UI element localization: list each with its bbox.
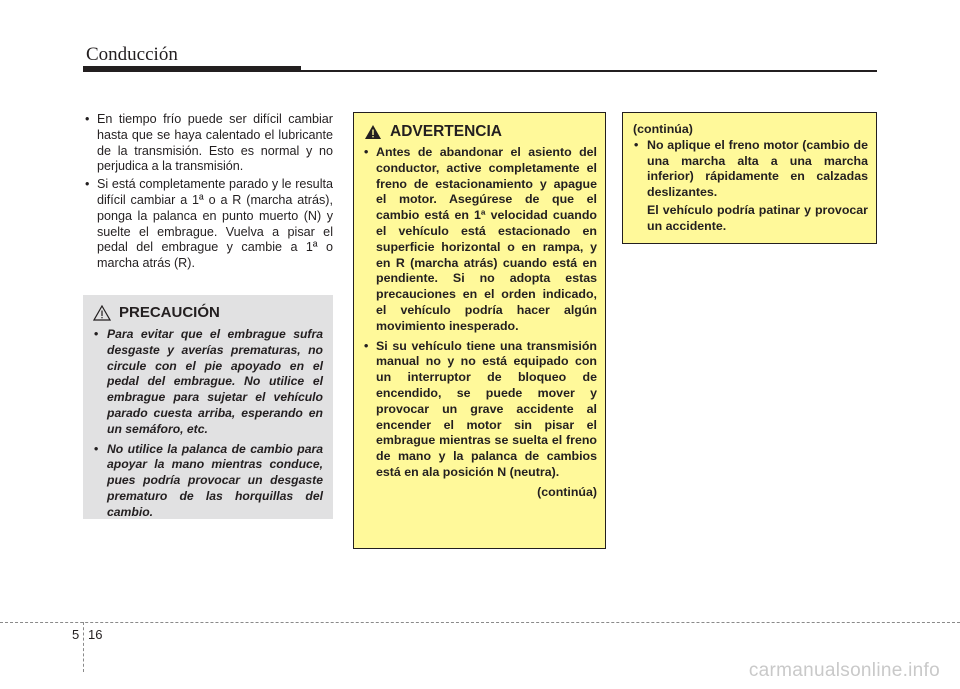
caution-title: PRECAUCIÓN [119,304,220,321]
info-bullet: • En tiempo frío puede ser difícil cambiar hasta que se haya calentado el lubricante de la transmisión. Esto es normal y no perjudica a la transmisión. [83,112,333,175]
footer-vertical-divider [83,622,84,672]
watermark: carmanualsonline.info [748,660,940,681]
continue-label: (continúa) [537,484,597,499]
warning-triangle-filled-icon [364,124,382,140]
chapter-number: 5 [72,627,80,642]
info-bullet-list [83,112,333,272]
warning-list [364,145,597,481]
warning-item: • Antes de abandonar el asiento del conductor, active completamente el freno de estacionamiento y apague el motor. Asegúrese de que el cambio está en 1ª velocidad cuando el vehículo está estacionado en superficie horizontal o en rampa, y en R (marcha atrás) cuando está en pendiente. Si no adopta estas precauciones en el orden indicado, el vehículo podría hacer algún movimiento inesperado. [364,145,597,335]
caution-box [83,295,333,519]
header-rule-thin [301,70,877,72]
continued-item [633,138,868,235]
footer-divider [0,622,960,623]
caution-list [93,327,323,521]
warning-triangle-outline-icon [93,305,111,321]
page-number: 16 [88,627,103,642]
caution-item: • Para evitar que el embrague sufra desgaste y averías prematuras, no circule con el pie apoyado en el pedal del embrague. No utilice el embrague para sujetar el vehículo parado cuesta arriba, esperando en un semáforo, etc. [93,327,323,438]
caution-item: • No utilice la palanca de cambio para apoyar la mano mientras conduce, pues podría provocar un desgaste prematuro de las horquillas del cambio. [93,442,323,521]
info-bullet: • Si está completamente parado y le resulta difícil cambiar a 1ª o a R (marcha atrás), ponga la palanca en punto muerto (N) y suelte el embrague. Vuelva a pisar el pedal del embrague y cambie a 1ª o marcha atrás (R). [83,177,333,272]
continued-list [633,138,868,235]
header-rule-thick [83,66,301,72]
left-column [83,112,333,274]
continued-item-text: • No aplique el freno motor (cambio de una marcha alta a una marcha inferior) rápidamente en calzadas deslizantes. [647,137,868,200]
continued-warning-box [622,112,877,244]
warning-box [353,112,606,549]
warning-title: ADVERTENCIA [390,123,502,140]
caution-header [93,304,323,321]
warning-item: • Si su vehículo tiene una transmisión manual no y no está equipado con un interruptor de bloqueo de encendido, se puede mover y provocar un grave accidente al encender el motor sin pisar el embrague mientras se suelta el freno de mano y la palanca de cambios está en ala posición N (neutra). [364,339,597,481]
section-title: Conducción [86,44,178,65]
continued-heading: (continúa) [633,122,693,136]
warning-header [364,123,597,141]
continued-item-subtext: El vehículo podría patinar y provocar un accidente. [647,202,868,233]
